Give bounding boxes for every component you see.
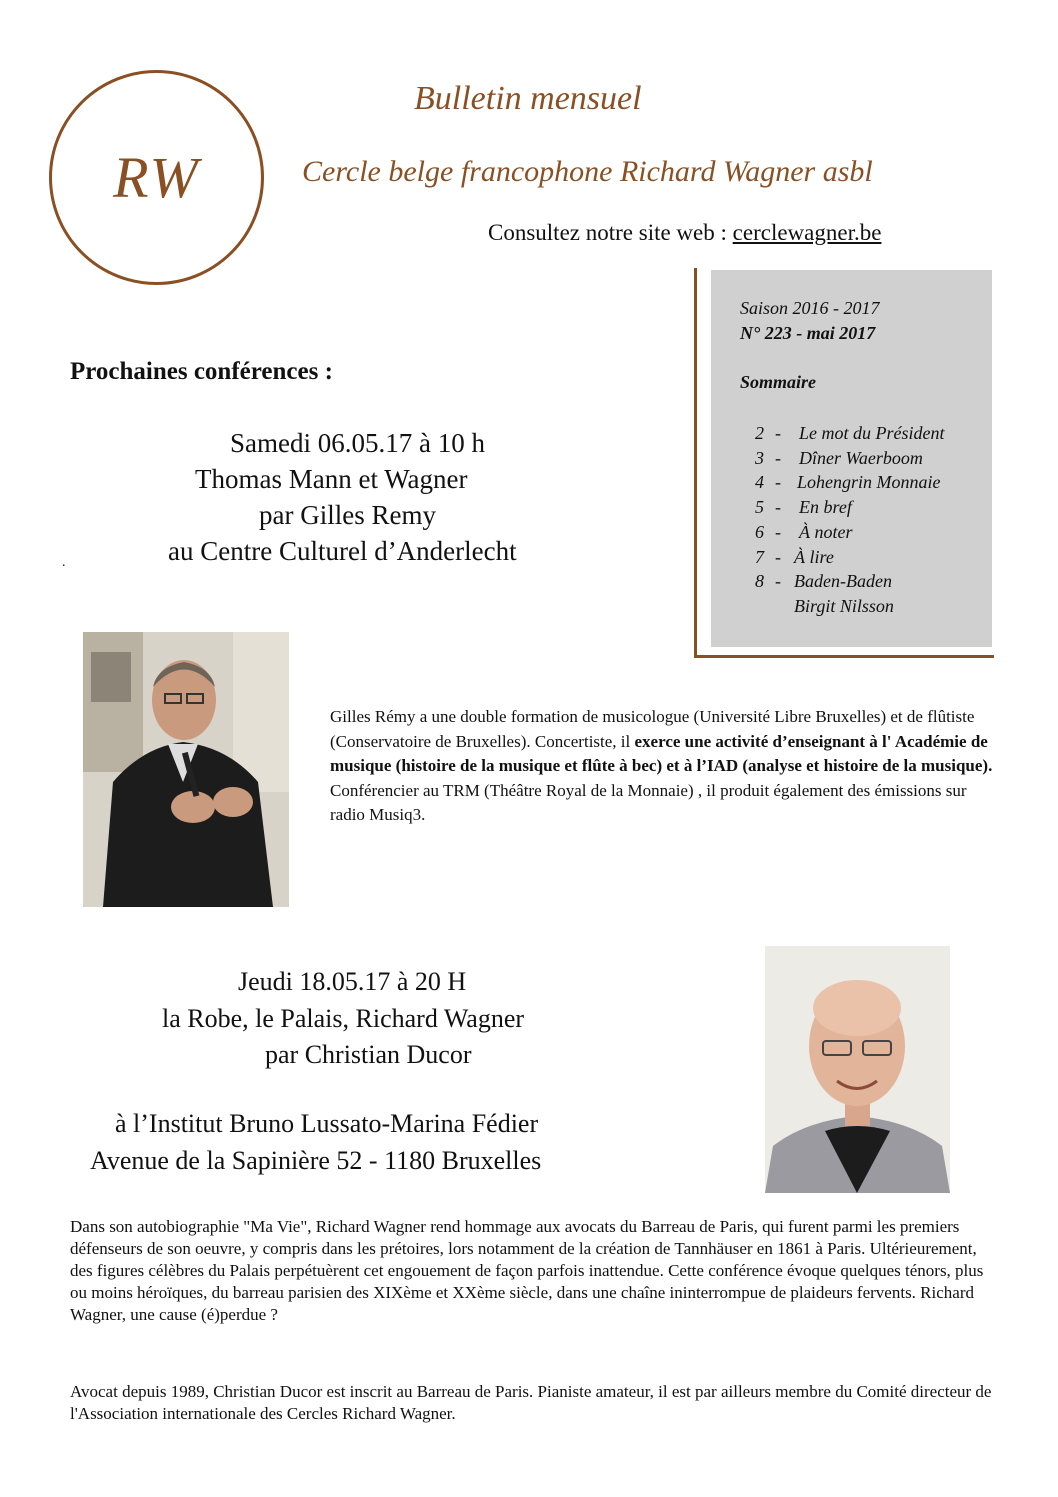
logo-text: RW (113, 145, 200, 210)
conf1-desc-part1: Gilles Rémy a une double formation de musicologue (Université Libre Bruxelles) et de flûtiste (Conservatoire de Bruxelles). Concertiste, il (330, 707, 975, 751)
conf1-title: Thomas Mann et Wagner (195, 464, 468, 494)
rw-logo (49, 70, 264, 285)
conf2-date: Jeudi 18.05.17 à 20 H (238, 967, 467, 996)
prochaines-title: Prochaines conférences : (70, 358, 333, 385)
website-link[interactable]: cerclewagner.be (732, 220, 882, 245)
sommaire-item-page: 7 (755, 546, 764, 567)
conf1-desc-part2: Conférencier au TRM (Théâtre Royal de la Monnaie) , il produit également des émissions sur radio Musiq3. (330, 780, 967, 824)
sommaire-item-page: 5 (755, 497, 764, 518)
conf2-paragraph2: Avocat depuis 1989, Christian Ducor est inscrit au Barreau de Paris. Pianiste amateur, il est par ailleurs membre du Comité directeur de l'Association internationale des Cercles Richard Wagner. (70, 1382, 992, 1423)
conf2-venue: à l’Institut Bruno Lussato-Marina Fédier (115, 1109, 539, 1138)
conf1-location: au Centre Culturel d’Anderlecht (168, 536, 517, 566)
sommaire-item-label: Lohengrin Monnaie (797, 472, 941, 493)
conf1-date: Samedi 06.05.17 à 10 h (230, 428, 485, 458)
sommaire-item-dash: - (775, 472, 781, 493)
sommaire-item-label: En bref (799, 497, 852, 518)
sommaire-item-page: 8 (755, 571, 764, 592)
photo-gilles-remy (83, 632, 289, 907)
sommaire-item-label: Le mot du Président (799, 423, 945, 443)
numero-text: N° 223 - mai 2017 (740, 323, 876, 343)
conf1-desc-bold: exerce une activité d’enseignant à l' Académie de musique (histoire de la musique et flûte à bec) et à l’IAD (analyse et histoire de la musique). (330, 731, 993, 775)
stray-dot: . (62, 555, 66, 570)
photo-christian-ducor (765, 946, 950, 1193)
website-line (488, 220, 881, 246)
conf1-speaker: par Gilles Remy (259, 500, 436, 530)
sommaire-item-page: 4 (755, 472, 764, 493)
sommaire-item-page: 3 (755, 447, 764, 468)
conf2-address: Avenue de la Sapinière 52 - 1180 Bruxelles (90, 1146, 542, 1175)
gilles-remy-photo-icon (83, 632, 289, 907)
sommaire-border-bottom (694, 655, 994, 658)
conf2-title: la Robe, le Palais, Richard Wagner (162, 1004, 525, 1033)
sommaire-item-dash: - (775, 546, 781, 567)
sommaire-item-dash: - (775, 521, 781, 542)
sommaire-item-dash: - (775, 447, 781, 468)
sommaire-item-dash: - (775, 423, 781, 443)
sommaire-item-label: Dîner Waerboom (799, 447, 923, 468)
sommaire-item-dash: - (775, 571, 781, 592)
conf2-paragraph1: Dans son autobiographie "Ma Vie", Richard Wagner rend hommage aux avocats du Barreau de Paris, qui furent parmi les premiers défenseurs de son oeuvre, y compris dans les prétoires, lors notamment de la création de Tannhäuser en 1861 à Paris. Ultérieurement, des figures célèbres du Palais perpétuèrent cet engouement de façon parfois inattendue. Cette conférence évoque quelques ténors, plus ou moins héroïques, du barreau parisien des XIXème et XXème siècle, dans une chaîne ininterrompue de plaideurs fervents. Richard Wagner, une cause (é)perdue ? (70, 1217, 984, 1324)
christian-ducor-photo-icon (765, 946, 950, 1193)
sommaire-border-left (694, 268, 697, 658)
sommaire-title: Sommaire (740, 372, 817, 392)
sommaire-item-label: À lire (794, 546, 834, 567)
sommaire-item-dash: - (775, 497, 781, 518)
sommaire-item-page: 2 (755, 423, 764, 443)
conf1-description (330, 705, 995, 828)
sommaire-item-page: 6 (755, 521, 764, 542)
sommaire-item-label: Birgit Nilsson (794, 595, 894, 616)
cercle-title: Cercle belge francophone Richard Wagner asbl (302, 155, 873, 188)
website-prefix: Consultez notre site web : (488, 220, 733, 245)
sommaire-item-label: À noter (799, 521, 853, 542)
conf2-speaker: par Christian Ducor (265, 1040, 472, 1069)
sommaire-item-label: Baden-Baden (794, 571, 892, 592)
bulletin-title: Bulletin mensuel (414, 80, 642, 117)
saison-text: Saison 2016 - 2017 (740, 298, 880, 318)
